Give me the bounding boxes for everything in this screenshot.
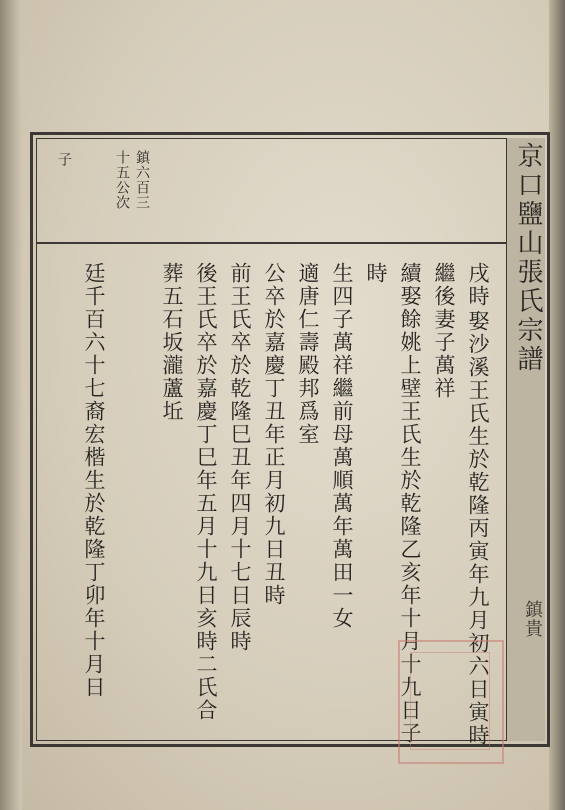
book-binding-edge [0, 0, 22, 810]
red-seal-inner [410, 652, 490, 750]
header-divider [36, 242, 506, 244]
page-right-edge [549, 0, 565, 810]
margin-text: 鎮貴 [522, 600, 543, 638]
text-column-10: 後王氏卒於嘉慶丁巳年五月十九日亥時二氏合 [194, 262, 218, 722]
text-column-4: 續娶餘姚上壁王氏生於乾隆乙亥年十月十九日子 [398, 262, 422, 745]
text-column-6: 生四子萬祥繼前母萬順萬年萬田一女 [330, 262, 354, 630]
book-title: 京口鹽山張氏宗譜 [513, 142, 543, 374]
text-column-5: 時 [364, 262, 388, 285]
header-column-1: 鎮六百三 [134, 150, 150, 210]
header-column-2: 十五公次 [114, 150, 130, 210]
text-column-3: 繼後妻子萬祥 [432, 262, 456, 400]
text-column-12: 廷千百六十七裔宏楷生於乾隆丁卯年十月日 [82, 262, 106, 699]
text-column-11: 葬五石坂瀧蘆坵 [160, 262, 184, 423]
text-column-9: 前王氏卒於乾隆巳丑年四月十七日辰時 [228, 262, 252, 653]
text-column-1: 戌時 [466, 262, 490, 308]
text-column-7: 適唐仁壽殿邦爲室 [296, 262, 320, 446]
text-column-2: 娶沙溪王氏生於乾隆丙寅年九月初六日寅時 [466, 310, 490, 747]
header-column-3: 子 [56, 152, 72, 167]
text-column-8: 公卒於嘉慶丁丑年正月初九日丑時 [262, 262, 286, 607]
